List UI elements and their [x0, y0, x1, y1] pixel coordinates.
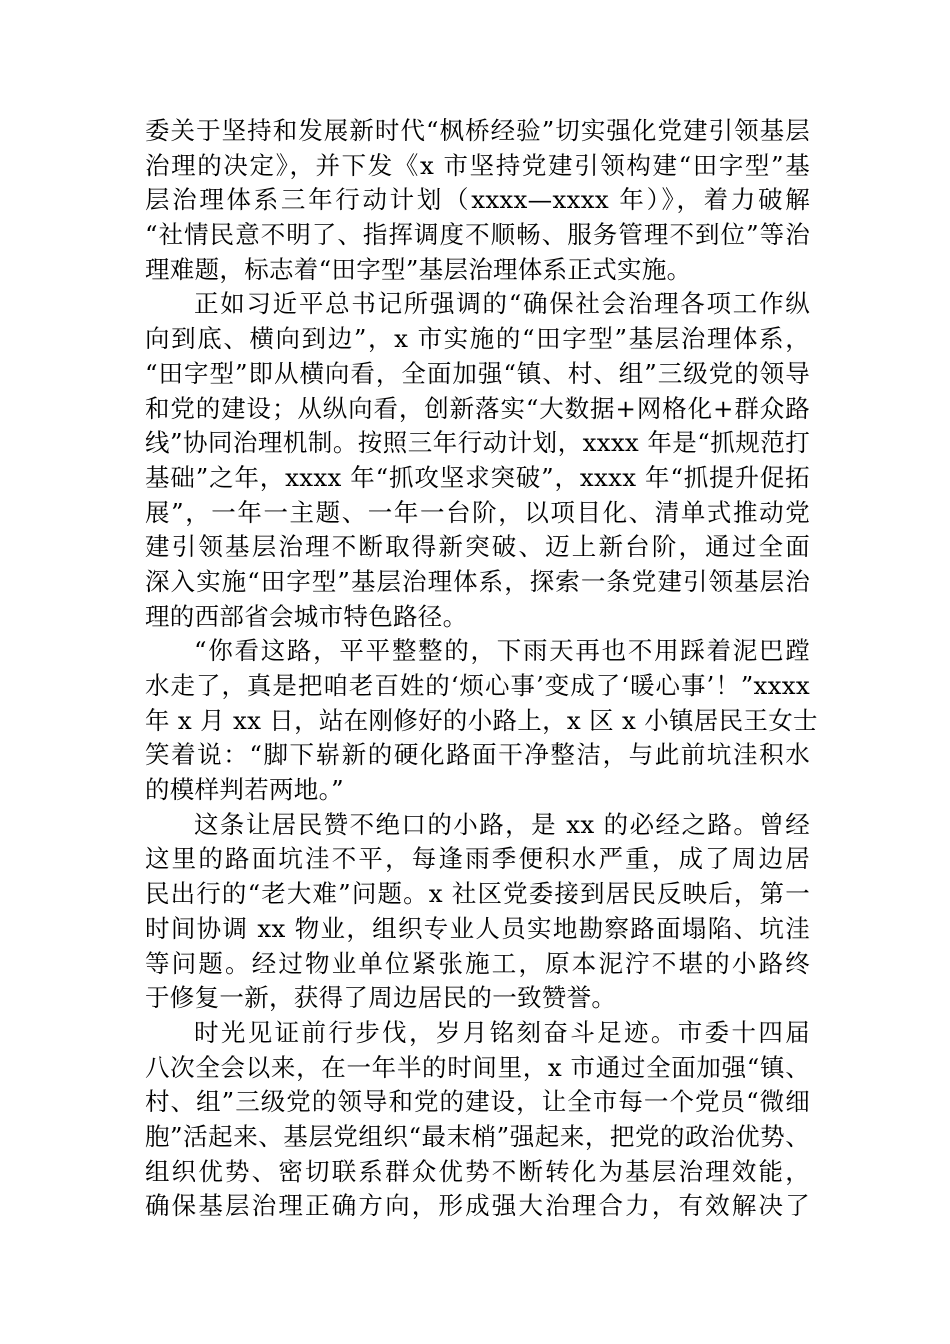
text-line: 时光见证前行步伐，岁月铭刻奋斗足迹。市委十四届: [194, 1017, 810, 1047]
text-line: 民出行的“老大难”问题。x 社区党委接到居民反映后，第一: [145, 879, 810, 909]
text-line: 治理的决定》，并下发《x 市坚持党建引领构建“田字型”基: [145, 150, 810, 180]
text-line: 年 x 月 xx 日，站在刚修好的小路上，x 区 x 小镇居民王女士: [145, 705, 818, 735]
document-body: [145, 114, 818, 1224]
text-line: 这条让居民赞不绝口的小路，是 xx 的必经之路。曾经: [194, 809, 810, 839]
text-line: 村、组”三级党的领导和党的建设，让全市每一个党员“微细: [145, 1087, 810, 1117]
text-line: 理的西部省会城市特色路径。: [145, 601, 468, 631]
text-line: 笑着说：“脚下崭新的硬化路面干净整洁，与此前坑洼积水: [145, 740, 810, 770]
text-line: 委关于坚持和发展新时代“枫桥经验”切实强化党建引领基层: [145, 116, 810, 145]
text-line: 这里的路面坑洼不平，每逢雨季便积水严重，成了周边居: [145, 844, 810, 874]
text-line: 组织优势、密切联系群众优势不断转化为基层治理效能，: [145, 1156, 810, 1186]
text-line: 胞”活起来、基层党组织“最末梢”强起来，把党的政治优势、: [145, 1121, 810, 1151]
text-line: 等问题。经过物业单位紧张施工，原本泥泞不堪的小路终: [145, 948, 810, 978]
text-line: 理难题，标志着“田字型”基层治理体系正式实施。: [145, 254, 692, 284]
text-line: “田字型”即从横向看，全面加强“镇、村、组”三级党的领导: [145, 358, 810, 388]
text-line: 基础”之年，xxxx 年“抓攻坚求突破”，xxxx 年“抓提升促拓: [145, 462, 810, 492]
paragraph-1: [145, 114, 810, 287]
text-line: 建引领基层治理不断取得新突破、迈上新台阶，通过全面: [145, 532, 810, 562]
text-line: 时间协调 xx 物业，组织专业人员实地勘察路面塌陷、坑洼: [145, 913, 810, 943]
text-line: 向到底、横向到边”，x 市实施的“田字型”基层治理体系，: [145, 324, 810, 354]
paragraph-2: [145, 287, 810, 634]
text-line: “社情民意不明了、指挥调度不顺畅、服务管理不到位”等治: [145, 220, 810, 250]
text-line: 和党的建设；从纵向看，创新落实“大数据+网格化+群众路: [145, 393, 810, 423]
text-line: 展”，一年一主题、一年一台阶，以项目化、清单式推动党: [145, 497, 810, 527]
paragraph-5: [145, 1016, 810, 1224]
text-line: 确保基层治理正确方向，形成强大治理合力，有效解决了: [145, 1191, 810, 1221]
text-line: 的模样判若两地。”: [145, 775, 344, 805]
paragraph-3: [145, 634, 818, 807]
text-line: 深入实施“田字型”基层治理体系，探索一条党建引领基层治: [145, 566, 810, 596]
paragraph-4: [145, 808, 810, 1016]
text-line: 于修复一新，获得了周边居民的一致赞誉。: [145, 983, 617, 1013]
text-line: 八次全会以来，在一年半的时间里，x 市通过全面加强“镇、: [145, 1052, 810, 1082]
text-line: 水走了，真是把咱老百姓的‘烦心事’变成了‘暖心事’！”xxxx: [145, 671, 810, 700]
text-line: 正如习近平总书记所强调的“确保社会治理各项工作纵: [194, 289, 810, 319]
text-line: 层治理体系三年行动计划（xxxx—xxxx 年）》，着力破解: [145, 185, 810, 215]
text-line: 线”协同治理机制。按照三年行动计划，xxxx 年是“抓规范打: [145, 428, 810, 458]
text-line: “你看这路，平平整整的，下雨天再也不用踩着泥巴蹚: [194, 636, 810, 666]
